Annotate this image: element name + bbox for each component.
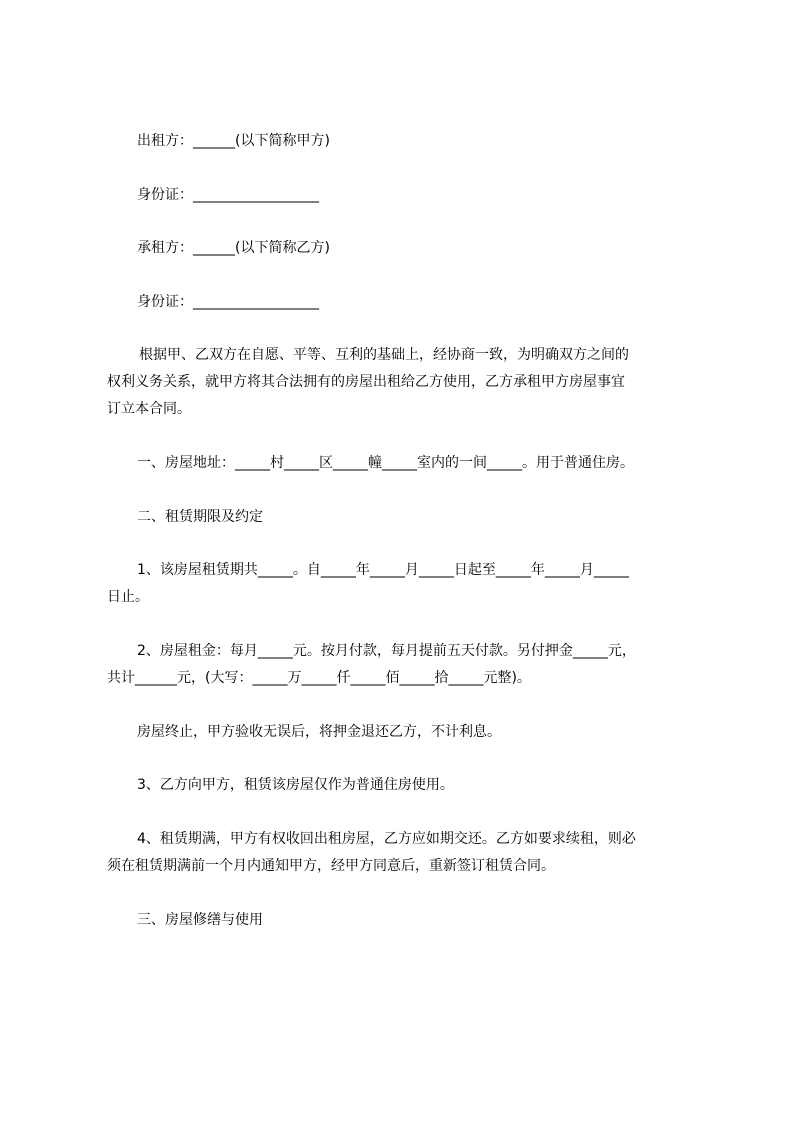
lessee-id-line: 身份证：__________________ bbox=[137, 294, 319, 310]
clause-4-line-2: 须在租赁期满前一个月内通知甲方，经甲方同意后，重新签订租赁合同。 bbox=[107, 858, 555, 874]
clause-1-line-1: 1、该房屋租赁期共_____。自_____年_____月_____日起至_____年_____月_____ bbox=[137, 562, 629, 578]
clause-3: 3、乙方向甲方，租赁该房屋仅作为普通住房使用。 bbox=[137, 777, 454, 793]
preamble-line-3: 订立本合同。 bbox=[107, 401, 191, 417]
clause-2-line-1: 2、房屋租金：每月_____元。按月付款，每月提前五天付款。另付押金_____元， bbox=[137, 643, 636, 659]
deposit-note: 房屋终止，甲方验收无误后，将押金退还乙方，不计利息。 bbox=[137, 724, 501, 740]
section-3-title: 三、房屋修缮与使用 bbox=[137, 912, 263, 928]
preamble-line-1: 根据甲、乙双方在自愿、平等、互利的基础上，经协商一致，为明确双方之间的 bbox=[139, 347, 629, 363]
lessor-line: 出租方：______(以下简称甲方) bbox=[137, 133, 330, 149]
clause-4-line-1: 4、租赁期满，甲方有权收回出租房屋，乙方应如期交还。乙方如要求续租，则必 bbox=[137, 831, 636, 847]
section-2-title: 二、租赁期限及约定 bbox=[137, 509, 263, 525]
clause-1-line-2: 日止。 bbox=[107, 589, 149, 605]
lessee-line: 承租方：______(以下简称乙方) bbox=[137, 240, 330, 256]
clause-2-line-2: 共计______元，(大写：_____万_____仟_____佰_____拾_____元整)。 bbox=[107, 670, 531, 686]
lessor-id-line: 身份证：__________________ bbox=[137, 187, 319, 203]
preamble-line-2: 权利义务关系，就甲方将其合法拥有的房屋出租给乙方使用，乙方承租甲方房屋事宜 bbox=[107, 374, 625, 390]
section-1-address: 一、房屋地址：_____村_____区_____幢_____室内的一间_____。用于普通住房。 bbox=[137, 455, 634, 471]
